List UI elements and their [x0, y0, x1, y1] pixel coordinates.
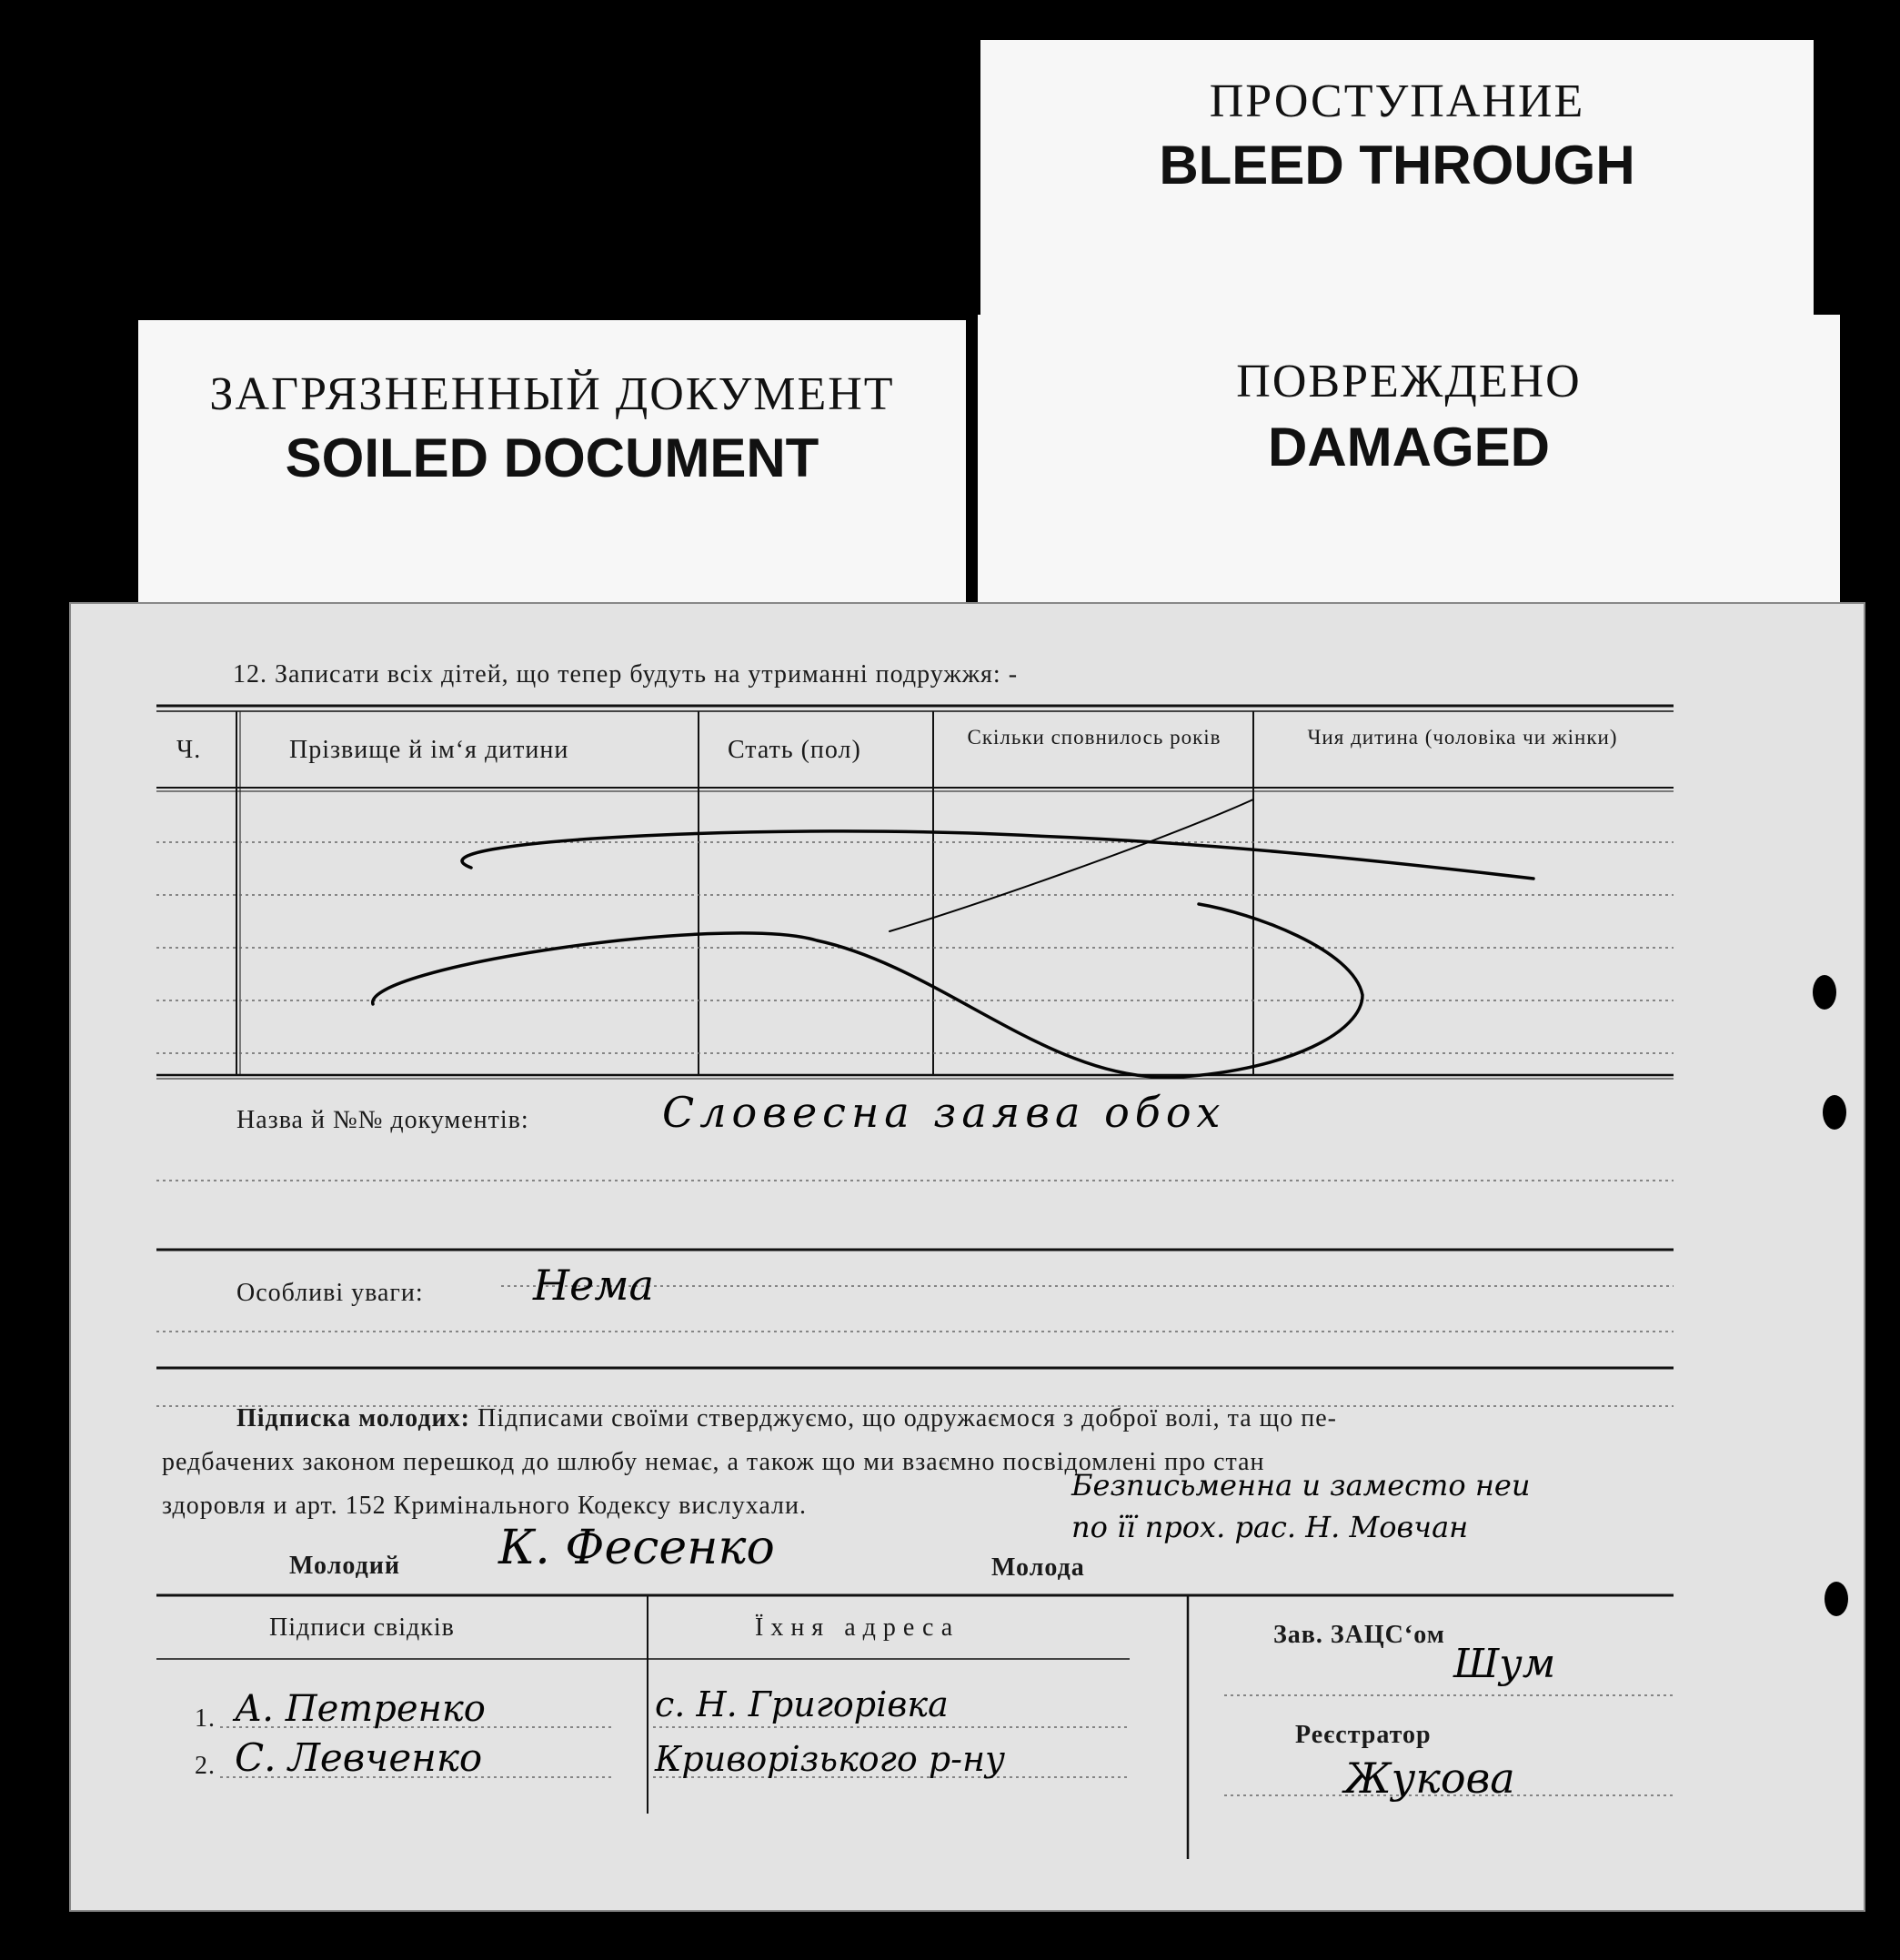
declaration-line-1: Підписами своїми стверджуємо, що одружаємося з доброї волі, та що пе- [477, 1404, 1337, 1432]
address-line-2: Криворізького р-ну [655, 1739, 1006, 1779]
damaged-ru-label: ПОВРЕЖДЕНО [1236, 356, 1582, 407]
witness-2-number: 2. [195, 1752, 216, 1780]
remarks-value: Нема [533, 1261, 654, 1310]
punch-hole [1823, 1095, 1846, 1130]
registrar-label: Реєстратор [1295, 1721, 1432, 1749]
registrar-signature: Жукова [1344, 1754, 1515, 1803]
punch-hole [1825, 1582, 1848, 1616]
table-col-child-name: Прізвище й ім‘я дитини [289, 736, 569, 764]
soiled-document-ru-label: ЗАГРЯЗНЕННЫЙ ДОКУМЕНТ [209, 368, 895, 420]
soiled-document-en-label: SOILED DOCUMENT [285, 427, 819, 488]
bride-note-line-2: по її прох. рас. Н. Мовчан [1071, 1510, 1469, 1544]
bleed-through-ru-label: ПРОСТУПАНИЕ [1209, 75, 1585, 127]
declaration-line-3: здоровля и арт. 152 Кримінального Кодексу вислухали. [162, 1492, 807, 1520]
address-header: Їхня адреса [755, 1613, 960, 1642]
groom-signature: К. Фесенко [498, 1521, 775, 1575]
groom-label: Молодий [289, 1552, 401, 1580]
marriage-record-form [69, 602, 1865, 1912]
section-12-title: 12. Записати всіх дітей, що тепер будуть на утриманні подружжя: - [233, 660, 1019, 689]
office-head-signature: Шум [1453, 1641, 1556, 1687]
documents-label: Назва й №№ документів: [236, 1106, 529, 1134]
address-line-1: с. Н. Григорівка [655, 1684, 949, 1724]
bride-label: Молода [991, 1553, 1085, 1582]
declaration-line-2: редбачених законом перешкод до шлюбу немає, а також що ми взаємно посвідомлені про стан [162, 1448, 1265, 1476]
witnesses-header: Підписи свідків [269, 1613, 455, 1642]
table-col-age: Скільки сповнилось років [967, 726, 1221, 749]
bride-note-line-1: Безписьменна и заместо неи [1071, 1468, 1531, 1503]
table-col-whose-child: Чия дитина (чоловіка чи жінки) [1307, 726, 1618, 749]
witness-1-signature: А. Петренко [235, 1688, 486, 1730]
damaged-card [978, 315, 1840, 624]
table-col-number: Ч. [176, 736, 202, 764]
documents-value: Словесна заява обох [662, 1088, 1226, 1137]
remarks-label: Особливі уваги: [236, 1279, 424, 1307]
office-head-label: Зав. ЗАЦС‘ом [1273, 1621, 1445, 1649]
bleed-through-en-label: BLEED THROUGH [1159, 135, 1635, 196]
bleed-through-card [980, 40, 1814, 349]
witness-2-signature: С. Левченко [235, 1735, 483, 1780]
table-col-sex: Стать (пол) [728, 736, 861, 764]
witness-1-number: 1. [195, 1704, 216, 1733]
damaged-en-label: DAMAGED [1268, 417, 1550, 477]
soiled-document-card [138, 320, 966, 620]
declaration-lead: Підписка молодих: [236, 1404, 470, 1432]
punch-hole [1813, 975, 1836, 1010]
